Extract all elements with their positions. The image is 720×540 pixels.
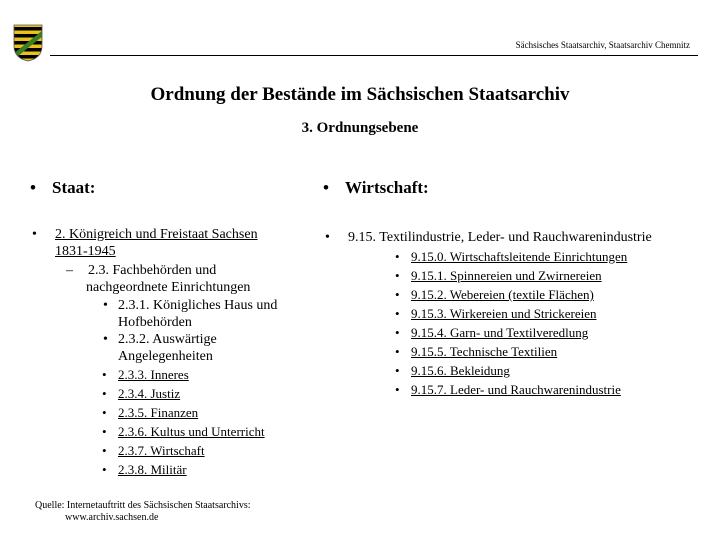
list-item[interactable] — [98, 460, 265, 479]
link-2-3-7[interactable]: 2.3.7. Wirtschaft — [118, 443, 205, 458]
source-line: Quelle: Internetauftritt des Sächsischen Staatsarchivs: — [35, 500, 251, 511]
list-item[interactable] — [98, 365, 265, 384]
page-subtitle: 3. Ordnungsebene — [301, 120, 419, 136]
bullet: • — [32, 227, 37, 242]
list-item[interactable] — [98, 441, 265, 460]
bullet: • — [30, 178, 36, 197]
link-2-3-3[interactable]: 2.3.3. Inneres — [118, 367, 189, 382]
list-item[interactable] — [98, 422, 265, 441]
list-item[interactable] — [391, 247, 627, 266]
left-entry-2: 2.3.2. Auswärtige Angelegenheiten — [118, 332, 217, 364]
left-entry-1: 2.3.1. Königliches Haus und Hofbehörden — [118, 298, 278, 330]
left-sub-item: 2.3. Fachbehörden und — [88, 263, 217, 278]
right-column-heading: • Wirtschaft: — [323, 178, 429, 197]
list-item[interactable] — [391, 361, 627, 380]
list-item[interactable] — [98, 403, 265, 422]
link-9-15-0[interactable]: 9.15.0. Wirtschaftsleitende Einrichtungen — [411, 249, 628, 264]
list-item[interactable] — [391, 285, 627, 304]
left-column-heading: • Staat: — [30, 178, 96, 197]
left-main-item-line1[interactable]: 2. Königreich und Freistaat Sachsen — [55, 227, 258, 242]
right-main-item: 9.15. Textilindustrie, Leder- und Rauchwarenindustrie — [348, 230, 652, 245]
header-institution: Sächsisches Staatsarchiv, Staatsarchiv Chemnitz — [515, 40, 690, 50]
left-main-item-link[interactable] — [55, 226, 258, 260]
source-note — [35, 500, 251, 524]
link-2-3-5[interactable]: 2.3.5. Finanzen — [118, 405, 199, 420]
link-9-15-4[interactable]: 9.15.4. Garn- und Textilveredlung — [411, 325, 589, 340]
link-9-15-1[interactable]: 9.15.1. Spinnereien und Zwirnereien — [411, 268, 602, 283]
right-link-list — [391, 247, 627, 399]
link-2-3-6[interactable]: 2.3.6. Kultus und Unterricht — [118, 424, 265, 439]
list-item[interactable] — [391, 304, 627, 323]
bullet: • — [103, 298, 108, 313]
list-item[interactable] — [391, 342, 627, 361]
list-item[interactable] — [391, 380, 627, 399]
page-title: Ordnung der Bestände im Sächsischen Staatsarchiv — [150, 84, 570, 105]
left-sub-item-continued: nachgeordnete Einrichtungen — [86, 280, 251, 295]
list-item[interactable] — [391, 323, 627, 342]
dash-marker: – — [66, 263, 73, 278]
link-9-15-5[interactable]: 9.15.5. Technische Textilien — [411, 344, 558, 359]
link-2-3-8[interactable]: 2.3.8. Militär — [118, 462, 187, 477]
link-9-15-6[interactable]: 9.15.6. Bekleidung — [411, 363, 510, 378]
link-9-15-3[interactable]: 9.15.3. Wirkereien und Strickereien — [411, 306, 597, 321]
bullet: • — [103, 332, 108, 347]
list-item[interactable] — [391, 266, 627, 285]
bullet: • — [323, 178, 329, 197]
header-divider — [50, 55, 698, 56]
bullet: • — [325, 230, 330, 245]
left-link-list — [98, 365, 265, 479]
list-item[interactable] — [98, 384, 265, 403]
left-main-item-line2[interactable]: 1831-1945 — [55, 244, 116, 259]
source-url: www.archiv.sachsen.de — [65, 512, 159, 523]
link-9-15-7[interactable]: 9.15.7. Leder- und Rauchwarenindustrie — [411, 382, 621, 397]
link-9-15-2[interactable]: 9.15.2. Webereien (textile Flächen) — [411, 287, 594, 302]
link-2-3-4[interactable]: 2.3.4. Justiz — [118, 386, 181, 401]
saxony-coat-of-arms-logo — [13, 24, 43, 62]
